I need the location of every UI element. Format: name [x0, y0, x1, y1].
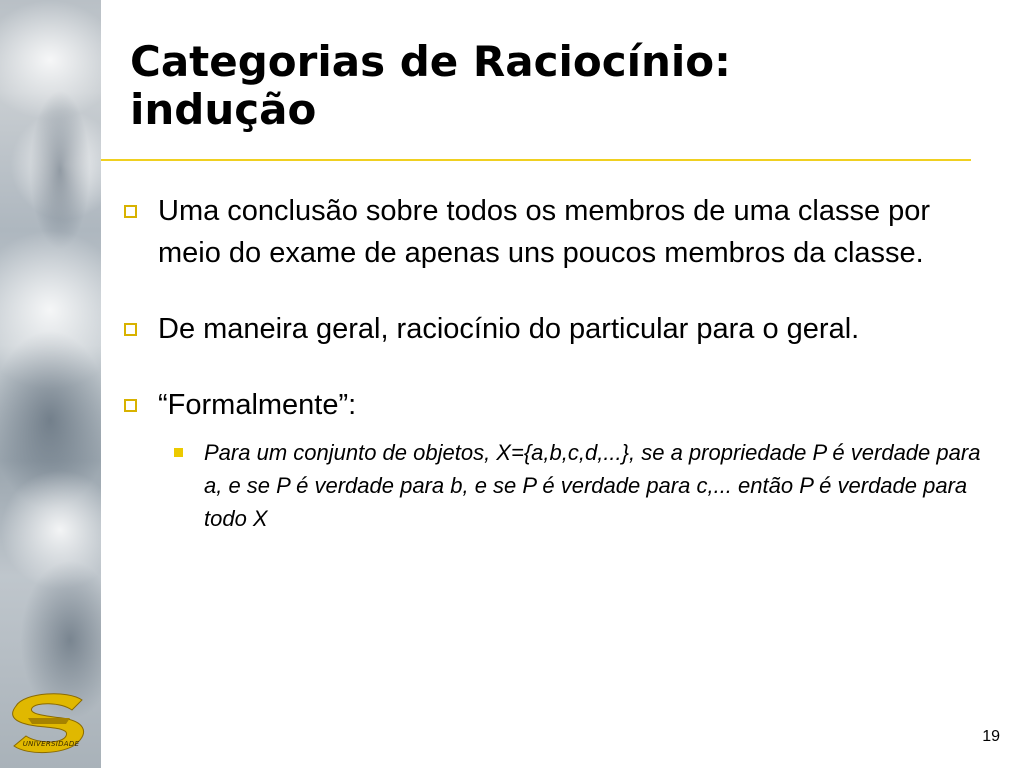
sub-bullet-item	[120, 436, 1000, 535]
institution-logo	[6, 688, 92, 760]
bullet-list	[120, 190, 1000, 535]
bullet-text: De maneira geral, raciocínio do particular para o geral.	[158, 313, 860, 345]
title-line-2: indução	[130, 85, 317, 134]
page-number: 19	[982, 728, 1000, 745]
filled-square-icon	[174, 448, 183, 457]
sub-bullet-text: Para um conjunto de objetos, X={a,b,c,d,...}, se a propriedade P é verdade para a, e se P é verdade para b, e se P é verdade para c,... então P é verdade para todo X	[204, 440, 981, 531]
bullet-text: “Formalmente”:	[158, 389, 357, 421]
hollow-square-icon	[124, 323, 137, 336]
slide-title	[130, 38, 990, 134]
hollow-square-icon	[124, 205, 137, 218]
title-divider	[101, 159, 971, 161]
bullet-item	[120, 308, 1000, 350]
bullet-item	[120, 190, 1000, 274]
title-line-1: Categorias de Raciocínio:	[130, 37, 731, 86]
hollow-square-icon	[124, 399, 137, 412]
bullet-text: Uma conclusão sobre todos os membros de uma classe por meio do exame de apenas uns poucos membros da classe.	[158, 195, 931, 269]
bullet-item	[120, 384, 1000, 426]
side-decorative-image	[0, 0, 101, 768]
logo-text: UNIVERSIDADE	[22, 740, 80, 748]
